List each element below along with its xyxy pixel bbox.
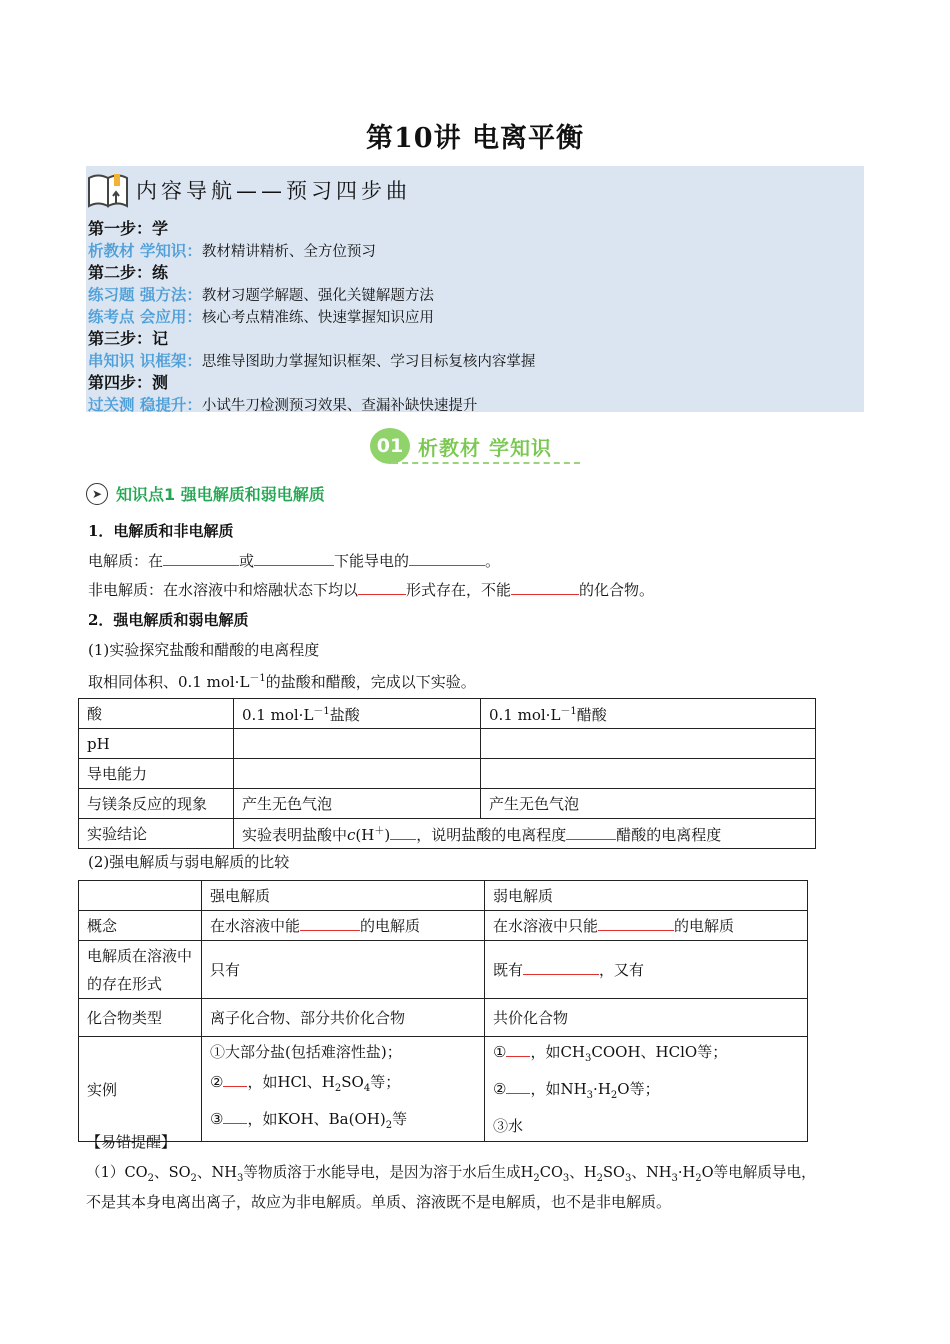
section-2-heading: 2．强电解质和弱电解质 bbox=[88, 611, 249, 629]
section-1-heading: 1．电解质和非电解质 bbox=[88, 522, 234, 540]
table-cell: pH bbox=[79, 729, 234, 759]
section-banner-title: 析教材 学知识 bbox=[418, 435, 552, 460]
table-cell: 既有 ，又有 bbox=[485, 941, 808, 999]
step-2-label: 第二步：练 bbox=[88, 263, 169, 282]
step-4-item: 过关测 稳提升：小试牛刀检测预习效果、查漏补缺快速提升 bbox=[88, 395, 478, 414]
table-cell bbox=[481, 759, 816, 789]
page-title: 第10讲 电离平衡 bbox=[366, 123, 584, 154]
answer-blank bbox=[358, 580, 406, 595]
answer-blank bbox=[254, 551, 334, 566]
navigation-heading bbox=[86, 168, 411, 212]
answer-blank bbox=[223, 1072, 247, 1087]
experiment-intro: 取相同体积、0.1 $mol\cdot L^{-1}$的盐酸和醋酸，完成以下实验。 bbox=[88, 673, 476, 691]
book-icon bbox=[86, 170, 132, 210]
mistake-tip-heading: 【易错提醒】 bbox=[86, 1133, 177, 1151]
table-cell: ① ，如$CH_3COOH$、HClO等； ② ，如$NH_3\cdot H_2O$等； ③水 bbox=[485, 1037, 808, 1142]
knowledge-point-heading: ➤ 知识点1 强电解质和弱电解质 bbox=[86, 482, 325, 505]
table-cell bbox=[481, 729, 816, 759]
navigation-heading-text: 内容导航——预习四步曲 bbox=[136, 179, 411, 203]
step-1-label: 第一步：学 bbox=[88, 219, 169, 238]
table-cell: 在水溶液中能 的电解质 bbox=[202, 911, 485, 941]
table-cell bbox=[234, 759, 481, 789]
electrolyte-definition: 电解质：在 或 下能导电的 。 bbox=[88, 552, 501, 570]
step-4-label: 第四步：测 bbox=[88, 373, 169, 392]
comparison-table bbox=[78, 880, 808, 1142]
table-cell: 只有 bbox=[202, 941, 485, 999]
answer-blank bbox=[223, 1109, 247, 1124]
table-cell: 与镁条反应的现象 bbox=[79, 789, 234, 819]
step-2-item-1: 练习题 强方法：教材习题学解题、强化关键解题方法 bbox=[88, 285, 434, 304]
table-cell: 产生无色气泡 bbox=[481, 789, 816, 819]
table-cell: 实验表明盐酸中c(H＋) ，说明盐酸的电离程度 醋酸的电离程度 bbox=[234, 819, 816, 849]
answer-blank bbox=[566, 825, 616, 840]
table-cell: 在水溶液中只能 的电解质 bbox=[485, 911, 808, 941]
table-cell: 0.1 $mol\cdot L^{-1}$盐酸 bbox=[234, 699, 481, 729]
table-cell: 共价化合物 bbox=[485, 999, 808, 1037]
step-3-item: 串知识 识框架：思维导图助力掌握知识框架、学习目标复核内容掌握 bbox=[88, 351, 536, 370]
experiment-table bbox=[78, 698, 816, 849]
answer-blank bbox=[511, 580, 579, 595]
answer-blank bbox=[523, 960, 599, 975]
answer-blank bbox=[390, 825, 416, 840]
table-cell: 产生无色气泡 bbox=[234, 789, 481, 819]
step-1-item: 析教材 学知识：教材精讲精析、全方位预习 bbox=[88, 241, 376, 260]
table-cell: 概念 bbox=[79, 911, 202, 941]
step-2-item-2: 练考点 会应用：核心考点精准练、快速掌握知识应用 bbox=[88, 307, 434, 326]
table-cell: 离子化合物、部分共价化合物 bbox=[202, 999, 485, 1037]
table-cell bbox=[234, 729, 481, 759]
answer-blank bbox=[506, 1079, 530, 1094]
banner-underline bbox=[392, 462, 580, 464]
table-cell: ①大部分盐(包括难溶性盐)； ② ，如HCl、$H_2SO_4$等； ③ ，如KOH、$Ba(OH)_2$等 bbox=[202, 1037, 485, 1142]
mistake-tip-line-1: $(1)CO_2$、$SO_2$、$NH_3$等物质溶于水能导电，是因为溶于水后生成$H_2CO_3$、$H_2SO_3$、$NH_3\cdot H_2O$等电解质导电， bbox=[86, 1164, 816, 1184]
step-3-label: 第三步：记 bbox=[88, 329, 169, 348]
table-cell bbox=[79, 881, 202, 911]
table-cell: 实例 bbox=[79, 1037, 202, 1142]
answer-blank bbox=[409, 551, 485, 566]
arrow-right-circle-icon: ➤ bbox=[86, 483, 108, 505]
table-cell: 强电解质 bbox=[202, 881, 485, 911]
answer-blank bbox=[300, 916, 360, 931]
mistake-tip-line-2: 不是其本身电离出离子，故应为非电解质。单质、溶液既不是电解质，也不是非电解质。 bbox=[86, 1193, 672, 1211]
table-cell: 酸 bbox=[79, 699, 234, 729]
subsection-1-heading: (1)实验探究盐酸和醋酸的电离程度 bbox=[88, 641, 320, 659]
table-cell: 0.1 $mol\cdot L^{-1}$醋酸 bbox=[481, 699, 816, 729]
table-cell: 电解质在溶液中的存在形式 bbox=[79, 941, 202, 999]
answer-blank bbox=[506, 1042, 530, 1057]
nonelectrolyte-definition: 非电解质：在水溶液中和熔融状态下均以 形式存在，不能 的化合物。 bbox=[88, 581, 655, 599]
answer-blank bbox=[163, 551, 239, 566]
table-cell: 导电能力 bbox=[79, 759, 234, 789]
section-number-badge: 01 bbox=[370, 428, 410, 464]
table-cell: 化合物类型 bbox=[79, 999, 202, 1037]
table-cell: 实验结论 bbox=[79, 819, 234, 849]
answer-blank bbox=[598, 916, 674, 931]
table-cell: 弱电解质 bbox=[485, 881, 808, 911]
subsection-2-heading: (2)强电解质与弱电解质的比较 bbox=[88, 853, 290, 871]
